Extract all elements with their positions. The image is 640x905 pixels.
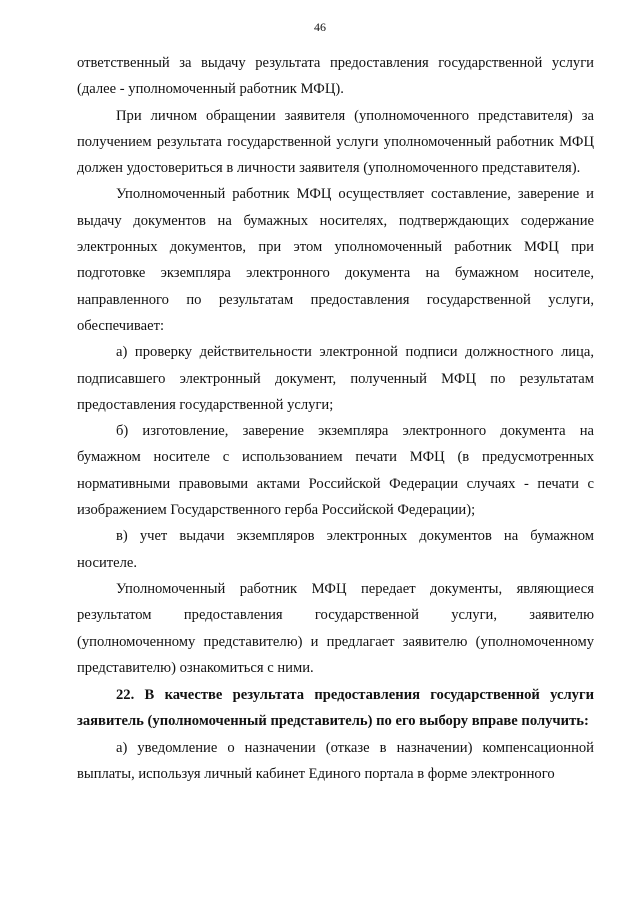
list-item-a-signature-check: а) проверку действительности электронной подписи должностного лица, подписавшего электронный документ, полученный МФЦ по результатам предоставления государственной услуги; <box>77 344 594 413</box>
paragraph-handover: Уполномоченный работник МФЦ передает документы, являющиеся результатом предоставления государственной услуги, заявителю (уполномоченному представителю) и предлагает заявителю (уполномоченному представителю) ознакомиться с ними. <box>77 580 594 676</box>
section-22-heading: 22. В качестве результата предоставления государственной услуги заявитель (уполномоченный представитель) по его выбору вправе получить: <box>77 687 594 730</box>
paragraph-personal-request: При личном обращении заявителя (уполномоченного представителя) за получением результата государственной услуги уполномоченный работник МФЦ должен удостовериться в личности заявителя (уполномоченного представителя). <box>77 107 594 177</box>
document-body <box>77 50 594 787</box>
list-item-a-notification: а) уведомление о назначении (отказе в назначении) компенсационной выплаты, используя личный кабинет Единого портала в форме электронного <box>77 739 594 783</box>
paragraph-document-preparation: Уполномоченный работник МФЦ осуществляет составление, заверение и выдачу документов на бумажных носителях, подтверждающих содержание электронных документов, при этом уполномоченный работник МФЦ при подготовке экземпляра электронного документа на бумажном носителе, направленного по результатам предоставления государственной услуги, обеспечивает: <box>77 186 594 334</box>
paragraph-continuation: ответственный за выдачу результата предоставления государственной услуги (далее - уполномоченный работник МФЦ). <box>77 55 594 98</box>
page-number: 46 <box>314 20 326 34</box>
list-item-b-paper-copy: б) изготовление, заверение экземпляра электронного документа на бумажном носителе с использованием печати МФЦ (в предусмотренных нормативными правовыми актами Российской Федерации случаях - печати с изображением Государственного герба Российской Федерации); <box>77 423 594 519</box>
list-item-v-issue-record: в) учет выдачи экземпляров электронных документов на бумажном носителе. <box>77 528 594 571</box>
